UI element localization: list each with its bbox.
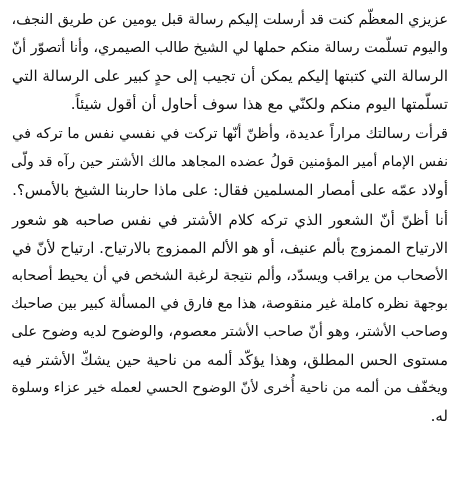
text-line: أنا أظنّ أنّ الشعور الذي تركه كلام الأشتر في نفس صاحبه هو شعور bbox=[12, 211, 448, 229]
text-line: عزيزي المعظّم كنت قد أرسلت إليكم رسالة قبل يومين عن طريق النجف، bbox=[11, 12, 448, 28]
text-line: مستوى الحس المطلق، وهذا يؤكّد ألمه من ناحية حين يشكّ الأشتر فيه bbox=[12, 351, 448, 369]
text-line: الرسالة التي كتبتها إليكم يمكن أن تجيب إلى حدٍ كبير على الرسالة التي bbox=[11, 67, 448, 85]
text-line: تسلّمتها اليوم منكم ولكنّي مع هذا سوف أحاول أن أقول شيئاً. bbox=[70, 95, 448, 113]
paragraph-1 bbox=[12, 6, 466, 118]
text-line: له. bbox=[430, 407, 448, 425]
text-line: أولاد عمّه على أمصار المسلمين فقال: على ماذا حاربنا الشيخ بالأمس؟. bbox=[12, 181, 448, 199]
text-line: ويخفّف من ألمه من ناحية أُخرى لأنّ الوضوح الحسي لعمله خير عزاء وسلوة bbox=[11, 380, 448, 396]
text-line: الارتياح الممزوج بألم عنيف، أو هو الألم الممزوج بالارتياح. ارتياح لأنّ في bbox=[12, 239, 448, 257]
text-line: قرأت رسالتك مراراً عديدة، وأظنّ أنّها تركت في نفسي نفس ما تركه في bbox=[12, 125, 448, 142]
text-line: بوجهة نظره كاملة غير منقوصة، هذا مع فارق في المسألة كبير بين صاحبك bbox=[11, 296, 448, 312]
text-line: الأصحاب من يراقب ويسدّد، وألم نتيجة لرغبة الشخص في أن يحيط أصحابه bbox=[11, 268, 448, 284]
paragraph-2 bbox=[12, 120, 466, 204]
text-line: واليوم تسلّمت رسالة منكم حملها لي الشيخ طالب الصيمري، وأنا أتصوّر أنّ bbox=[11, 40, 448, 56]
text-line: وصاحب الأشتر، وهو أنّ صاحب الأشتر معصوم، والوضوح لديه وضوح على bbox=[11, 323, 448, 340]
paragraph-3 bbox=[12, 206, 466, 430]
text-line: نفس الإمام أمير المؤمنين قولُ عضده المجاهد مالك الأشتر حين رآه قد ولّى bbox=[10, 154, 448, 170]
